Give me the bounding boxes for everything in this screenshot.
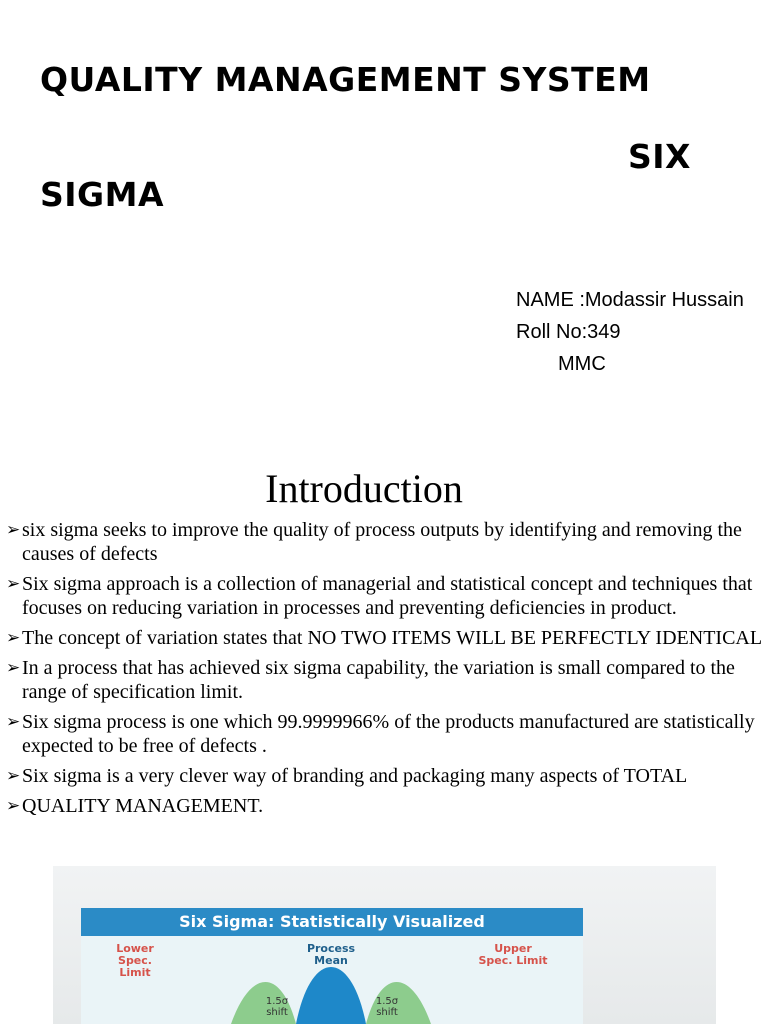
six-sigma-diagram bbox=[81, 908, 583, 1024]
arrow-bullet-icon: ➢ bbox=[6, 520, 21, 539]
diagram-header: Six Sigma: Statistically Visualized bbox=[81, 908, 583, 936]
bullet-item bbox=[6, 764, 766, 788]
right-shift-label bbox=[369, 996, 405, 1018]
arrow-bullet-icon: ➢ bbox=[6, 628, 21, 647]
label-line: shift bbox=[376, 1007, 398, 1018]
bullet-item bbox=[6, 710, 766, 758]
bullet-item bbox=[6, 518, 766, 566]
six-sigma-figure bbox=[53, 866, 716, 1024]
intro-bullet-list bbox=[6, 518, 766, 824]
bullet-item bbox=[6, 572, 766, 620]
arrow-bullet-icon: ➢ bbox=[6, 658, 21, 677]
bullet-text: Six sigma process is one which 99.9999966% of the products manufactured are statistically expected to be free of defects . bbox=[22, 711, 755, 757]
intro-heading: Introduction bbox=[265, 466, 463, 511]
arrow-bullet-icon: ➢ bbox=[6, 574, 21, 593]
subtitle-sigma: SIGMA bbox=[40, 175, 165, 214]
label-line: 1.5σ bbox=[265, 996, 289, 1007]
label-line: Spec. Limit bbox=[118, 954, 152, 979]
label-line: shift bbox=[266, 1007, 288, 1018]
author-name: NAME :Modassir Hussain bbox=[516, 289, 744, 311]
left-shift-label bbox=[259, 996, 295, 1018]
bullet-text: Six sigma approach is a collection of managerial and statistical concept and techniques that focuses on reducing variation in processes and preventing deficiencies in product. bbox=[22, 573, 753, 619]
label-line: Spec. Limit bbox=[478, 954, 548, 967]
bullet-text: six sigma seeks to improve the quality of process outputs by identifying and removing the causes of defects bbox=[22, 519, 742, 565]
bullet-text: Six sigma is a very clever way of branding and packaging many aspects of TOTAL bbox=[22, 765, 688, 787]
upper-spec-limit-label bbox=[473, 943, 553, 967]
bullet-text: In a process that has achieved six sigma capability, the variation is small compared to the range of specification limit. bbox=[22, 657, 735, 703]
author-block bbox=[516, 284, 744, 380]
slide-title: QUALITY MANAGEMENT SYSTEM bbox=[40, 60, 651, 99]
bullet-text: QUALITY MANAGEMENT. bbox=[22, 795, 264, 817]
author-roll: Roll No:349 bbox=[516, 321, 621, 343]
bullet-item bbox=[6, 626, 766, 650]
process-mean-curve bbox=[296, 967, 366, 1024]
author-org: MMC bbox=[558, 353, 606, 375]
subtitle-six: SIX bbox=[628, 137, 691, 176]
label-line: Mean bbox=[314, 954, 348, 967]
label-line: Process bbox=[306, 942, 356, 955]
lower-spec-limit-label bbox=[103, 943, 167, 979]
process-mean-label bbox=[301, 943, 361, 967]
bullet-item bbox=[6, 794, 766, 818]
bullet-item bbox=[6, 656, 766, 704]
label-line: Upper bbox=[494, 942, 532, 955]
label-line: Lower bbox=[116, 942, 154, 955]
arrow-bullet-icon: ➢ bbox=[6, 796, 21, 815]
bullet-text: The concept of variation states that NO TWO ITEMS WILL BE PERFECTLY IDENTICAL bbox=[22, 627, 763, 649]
label-line: 1.5σ bbox=[375, 996, 399, 1007]
arrow-bullet-icon: ➢ bbox=[6, 766, 21, 785]
arrow-bullet-icon: ➢ bbox=[6, 712, 21, 731]
